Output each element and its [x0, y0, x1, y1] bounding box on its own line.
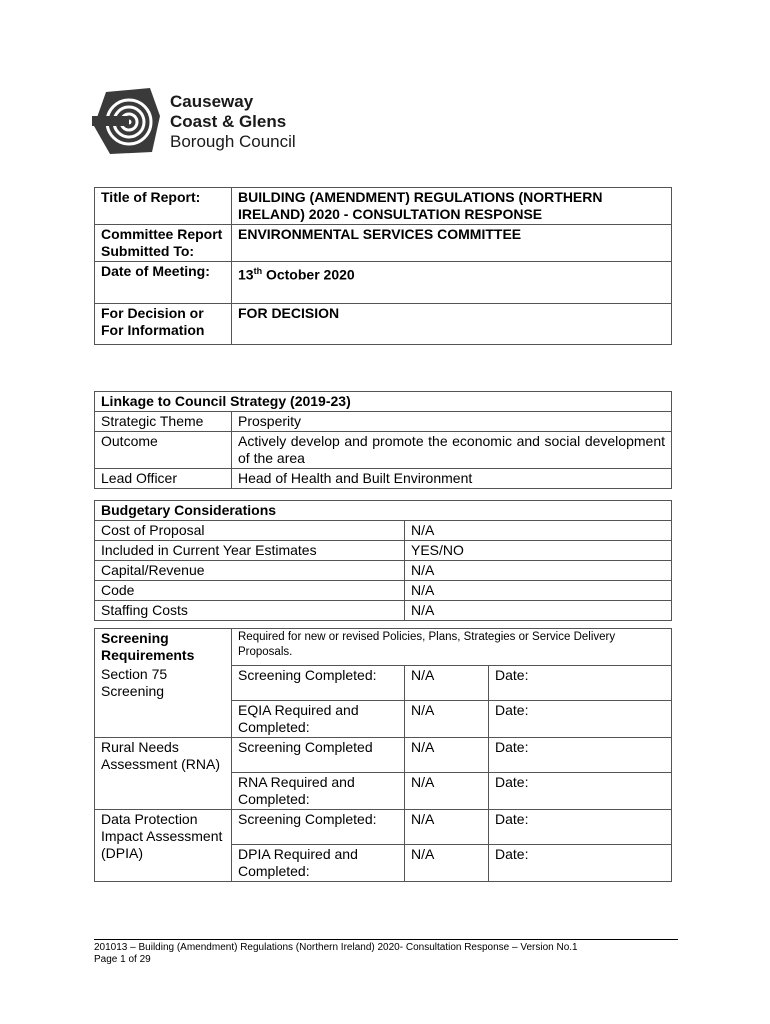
screening-date: Date: [489, 700, 672, 737]
screening-status: N/A [405, 809, 489, 844]
table-row [95, 225, 672, 262]
date-suffix: th [253, 266, 263, 276]
decision-value: FOR DECISION [232, 304, 672, 345]
table-row [95, 412, 672, 432]
screening-item: RNA Required and Completed: [232, 772, 405, 809]
table-row [95, 392, 672, 412]
table-row [95, 809, 672, 844]
screening-status: N/A [405, 772, 489, 809]
report-details-table [94, 187, 672, 345]
section75-label: Section 75 Screening [95, 665, 232, 737]
strategy-heading: Linkage to Council Strategy (2019-23) [95, 392, 672, 412]
budget-label: Included in Current Year Estimates [95, 541, 405, 561]
strategy-value: Prosperity [232, 412, 672, 432]
committee-label: Committee Report Submitted To: [95, 225, 232, 262]
screening-heading: Screening Requirements [95, 629, 232, 666]
strategy-value: Actively develop and promote the economic and social development of the area [232, 432, 672, 469]
budget-value: N/A [405, 521, 672, 541]
budget-heading: Budgetary Considerations [95, 501, 672, 521]
screening-item: EQIA Required and Completed: [232, 700, 405, 737]
table-row [95, 601, 672, 621]
budget-value: YES/NO [405, 541, 672, 561]
dpia-label: Data Protection Impact Assessment (DPIA) [95, 809, 232, 881]
screening-status: N/A [405, 844, 489, 881]
screening-date: Date: [489, 772, 672, 809]
screening-item: Screening Completed: [232, 665, 405, 700]
screening-item: Screening Completed [232, 737, 405, 772]
table-row [95, 581, 672, 601]
date-day: 13 [238, 266, 254, 283]
table-row [95, 262, 672, 304]
strategy-label: Outcome [95, 432, 232, 469]
screening-status: N/A [405, 700, 489, 737]
title-label: Title of Report: [95, 188, 232, 225]
budget-value: N/A [405, 561, 672, 581]
page-footer [94, 939, 678, 966]
table-row [95, 304, 672, 345]
table-row [95, 561, 672, 581]
screening-date: Date: [489, 844, 672, 881]
date-label: Date of Meeting: [95, 262, 232, 304]
screening-date: Date: [489, 665, 672, 700]
committee-value: ENVIRONMENTAL SERVICES COMMITTEE [232, 225, 672, 262]
table-row [95, 501, 672, 521]
date-value [232, 262, 672, 304]
table-row [95, 188, 672, 225]
screening-status: N/A [405, 737, 489, 772]
screening-date: Date: [489, 809, 672, 844]
logo-line-2: Coast & Glens [170, 112, 287, 131]
table-row [95, 521, 672, 541]
footer-page-number: Page 1 of 29 [94, 954, 151, 965]
logo-line-3: Borough Council [170, 132, 296, 151]
table-row [95, 629, 672, 666]
budget-value: N/A [405, 581, 672, 601]
logo-line-1: Causeway [170, 92, 254, 111]
council-logo [92, 86, 332, 158]
screening-table [94, 628, 672, 882]
rna-label: Rural Needs Assessment (RNA) [95, 737, 232, 809]
budget-table [94, 500, 672, 621]
strategy-value: Head of Health and Built Environment [232, 469, 672, 489]
screening-date: Date: [489, 737, 672, 772]
spiral-logo-icon [92, 86, 162, 156]
budget-label: Staffing Costs [95, 601, 405, 621]
table-row [95, 432, 672, 469]
title-value: BUILDING (AMENDMENT) REGULATIONS (NORTHERN IRELAND) 2020 - CONSULTATION RESPONSE [232, 188, 672, 225]
footer-document-ref: 201013 – Building (Amendment) Regulations (Northern Ireland) 2020- Consultation Response – Version No.1 [94, 942, 578, 953]
strategy-label: Lead Officer [95, 469, 232, 489]
table-row [95, 665, 672, 700]
decision-label: For Decision or For Information [95, 304, 232, 345]
screening-status: N/A [405, 665, 489, 700]
table-row [95, 737, 672, 772]
screening-item: Screening Completed: [232, 809, 405, 844]
strategy-table [94, 391, 672, 489]
budget-label: Capital/Revenue [95, 561, 405, 581]
strategy-label: Strategic Theme [95, 412, 232, 432]
table-row [95, 541, 672, 561]
screening-item: DPIA Required and Completed: [232, 844, 405, 881]
budget-value: N/A [405, 601, 672, 621]
budget-label: Cost of Proposal [95, 521, 405, 541]
budget-label: Code [95, 581, 405, 601]
table-row [95, 469, 672, 489]
date-rest: October 2020 [262, 266, 355, 283]
screening-note: Required for new or revised Policies, Plans, Strategies or Service Delivery Proposals. [232, 629, 672, 666]
